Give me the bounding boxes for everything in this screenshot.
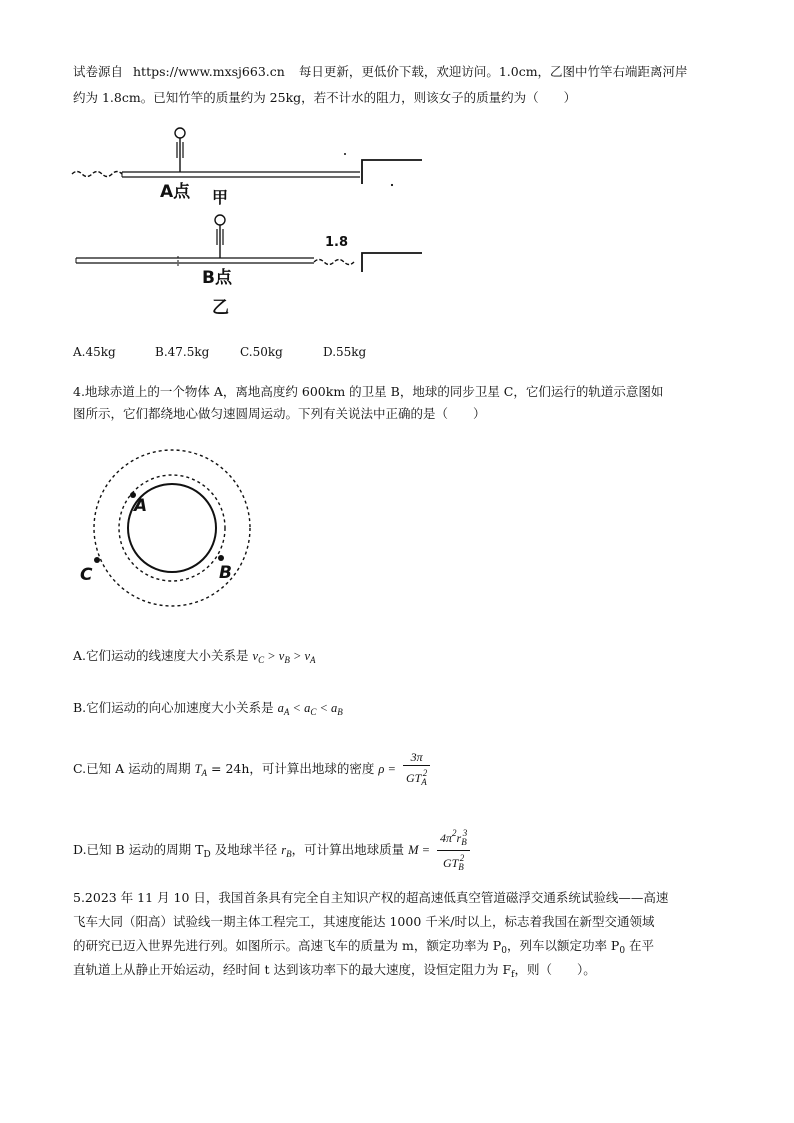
q3-option-c[interactable]: C.50kg <box>240 345 283 359</box>
label-point-a: A点 <box>160 182 191 202</box>
label-b: B <box>219 563 232 583</box>
person-top-head <box>175 128 185 138</box>
label-point-b: B点 <box>202 268 232 288</box>
q4-stem-line1: 4.地球赤道上的一个物体 A，离地高度约 600km 的卫星 B，地球的同步卫星 C，它们运行的轨道示意图如 <box>73 384 664 399</box>
person-bottom-head <box>215 215 225 225</box>
q4-option-a[interactable]: A.它们运动的线速度大小关系是 $v_C > v_B > v_A$ <box>73 648 316 665</box>
q3-option-a[interactable]: A.45kg <box>73 345 116 359</box>
header-line <box>73 63 688 81</box>
q4-option-d[interactable]: D.已知 B 运动的周期 $T_D$ 及地球半径 $r_B$，可计算出地球质量 M = $\frac{4\pi^2r_B^3}{GT_B^2}$ <box>73 826 473 866</box>
formula-velocity: $v_C > v_B > v_A$ <box>252 649 316 665</box>
formula-density: $\frac{3\pi}{GT_A^2}$ <box>403 750 430 790</box>
label-a: A <box>134 496 148 516</box>
q5-stem-line2: 飞车大同（阳高）试验线一期主体工程完工，其速度能达 1000 千米/时以上，标志着我国在新型交通领域 <box>73 914 655 929</box>
label-distance: 1.8 <box>325 235 349 250</box>
satellite-c-dot <box>94 557 100 563</box>
formula-acceleration: $a_A < a_C < a_B$ <box>277 701 343 717</box>
q3-option-b[interactable]: B.47.5kg <box>155 345 210 359</box>
river-bank-top <box>362 160 422 184</box>
q4-option-b[interactable]: B.它们运动的向心加速度大小关系是 $a_A < a_C < a_B$ <box>73 700 343 717</box>
site-notice: 每日更新，更低价下载，欢迎访问。 <box>298 64 499 79</box>
q3-stem-line2: 约为 1.8cm。已知竹竿的质量约为 25kg，若不计水的阻力，则该女子的质量约为（ ） <box>73 90 577 105</box>
satellite-b-dot <box>218 555 224 561</box>
label-jia: 甲 <box>212 188 229 207</box>
q4-orbit-figure <box>76 440 262 620</box>
water-wave-top <box>72 172 122 177</box>
source-prefix: 试卷源自 <box>73 64 124 79</box>
river-bank-bottom <box>362 253 422 272</box>
q3-continuation: 1.0cm，乙图中竹竿右端距离河岸 <box>498 64 688 79</box>
label-c: C <box>80 565 93 585</box>
q5-stem-line4: 直轨道上从静止开始运动，经时间 t 达到该功率下的最大速度，设恒定阻力为 $F_f$，则（ ）。 <box>73 962 596 980</box>
q5-stem-line1: 5.2023 年 11 月 10 日，我国首条具有完全自主知识产权的超高速低真空管道磁浮交通系统试验线——高速 <box>73 890 669 905</box>
orbit-b <box>119 475 225 581</box>
water-wave-bottom <box>314 260 354 265</box>
q4-stem-line2: 图所示，它们都绕地心做匀速圆周运动。下列有关说法中正确的是（ ） <box>73 406 486 421</box>
q5-stem-line3: 的研究已迈入世界先进行列。如图所示。高速飞车的质量为 m，额定功率为 $P_0$，列车以额定功率 $P_0$ 在平 <box>73 938 655 956</box>
q3-bamboo-figure <box>68 122 430 320</box>
source-url[interactable]: https://www.mxsj663.cn <box>133 64 285 79</box>
formula-mass: $\frac{4\pi^2r_B^3}{GT_B^2}$ <box>437 826 470 875</box>
q4-option-c[interactable]: C.已知 A 运动的周期 $T_A = 24h$，可计算出地球的密度 ρ = $\frac{3\pi}{GT_A^2}$ <box>73 749 433 789</box>
label-yi: 乙 <box>212 298 229 318</box>
q3-option-d[interactable]: D.55kg <box>323 345 367 359</box>
